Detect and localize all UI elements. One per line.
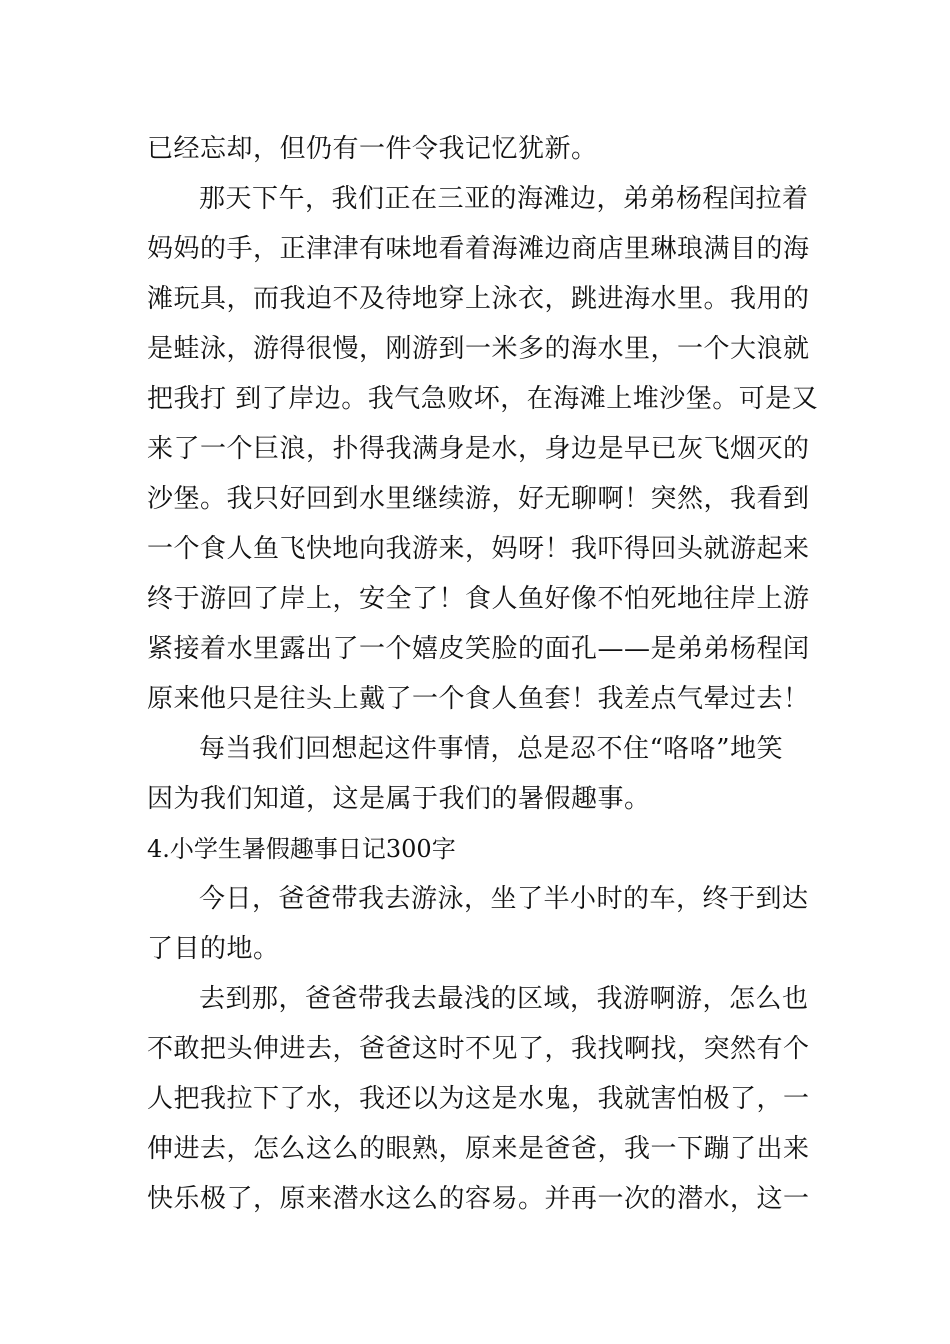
text-line: 紧接着水里露出了一个嬉皮笑脸的面孔——是弟弟杨程闰 [147,634,810,664]
text-line: 沙堡。我只好回到水里继续游，好无聊啊！突然，我看到 [147,484,810,514]
text-line: 了目的地。 [147,934,280,964]
paragraph-start-line: 每当我们回想起这件事情，总是忍不住“咯咯”地笑 [199,734,784,764]
text-line: 终于游回了岸上，安全了！食人鱼好像不怕死地往岸上游 [147,584,810,614]
paragraph-start-line: 那天下午，我们正在三亚的海滩边，弟弟杨程闰拉着 [199,184,809,214]
text-line: 原来他只是往头上戴了一个食人鱼套！我差点气晕过去！ [147,684,810,714]
text-line: 快乐极了，原来潜水这么的容易。并再一次的潜水，这一 [147,1184,810,1214]
text-line: 因为我们知道，这是属于我们的暑假趣事。 [147,784,651,814]
paragraph-start-line: 今日，爸爸带我去游泳，坐了半小时的车，终于到达 [199,884,809,914]
text-line: 来了一个巨浪，扑得我满身是水，身边是早已灰飞烟灭的 [147,434,810,464]
text-line: 滩玩具，而我迫不及待地穿上泳衣，跳进海水里。我用的 [147,284,810,314]
text-line: 人把我拉下了水，我还以为这是水鬼，我就害怕极了，一 [147,1084,810,1114]
text-line: 把我打 到了岸边。我气急败坏，在海滩上堆沙堡。可是又 [147,384,819,414]
text-line: 妈妈的手，正津津有味地看着海滩边商店里琳琅满目的海 [147,234,810,264]
text-line: 是蛙泳，游得很慢，刚游到一米多的海水里，一个大浪就 [147,334,810,364]
text-line: 一个食人鱼飞快地向我游来，妈呀！我吓得回头就游起来 [147,534,810,564]
paragraph-start-line: 去到那，爸爸带我去最浅的区域，我游啊游，怎么也 [199,984,809,1014]
section-heading: 4.小学生暑假趣事日记300字 [147,835,456,863]
text-line: 不敢把头伸进去，爸爸这时不见了，我找啊找，突然有个 [147,1034,810,1064]
text-line: 伸进去，怎么这么的眼熟，原来是爸爸，我一下蹦了出来 [147,1134,810,1164]
text-line: 已经忘却，但仍有一件令我记忆犹新。 [147,134,598,164]
